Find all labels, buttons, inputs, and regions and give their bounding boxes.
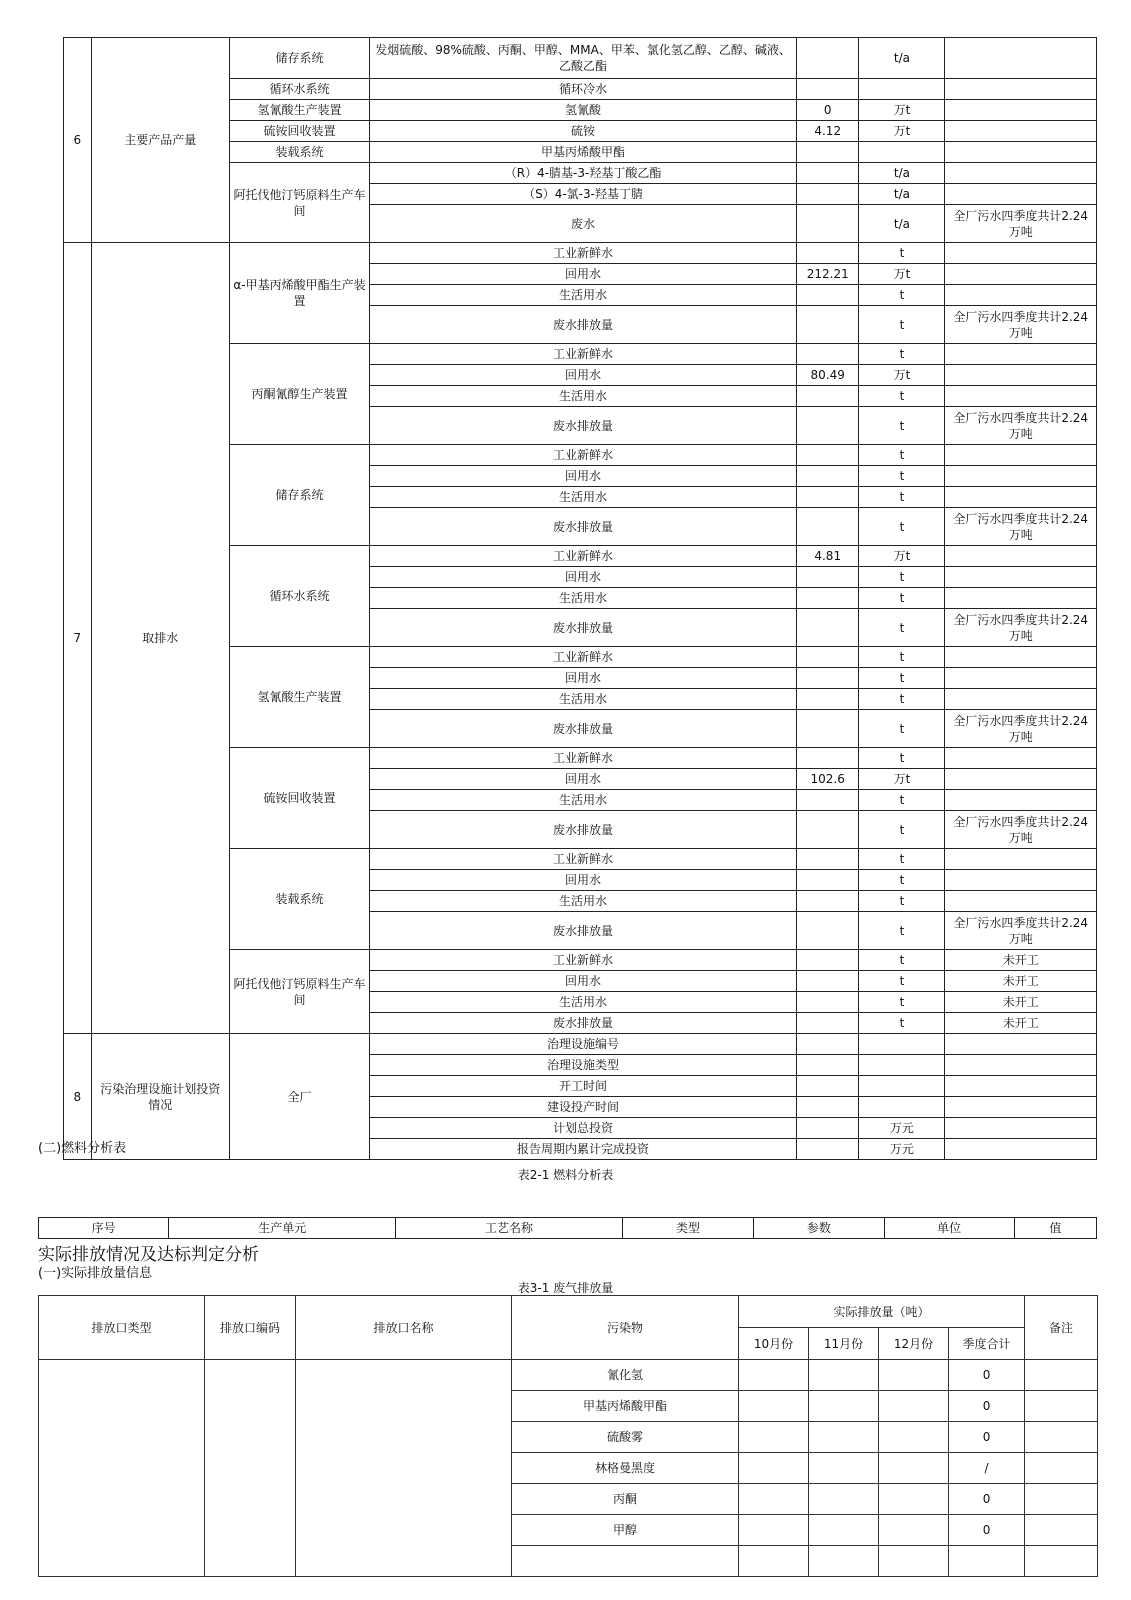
note-cell <box>945 689 1097 710</box>
item-cell: 废水排放量 <box>370 407 797 445</box>
remark-cell <box>1025 1391 1098 1422</box>
section-name: 取排水 <box>91 243 229 1034</box>
item-cell: （S）4-氯-3-羟基丁腈 <box>370 184 797 205</box>
note-cell <box>945 121 1097 142</box>
note-cell: 未开工 <box>945 950 1097 971</box>
table-row <box>64 38 1097 79</box>
month-value-cell <box>809 1422 879 1453</box>
unit-of-measure-cell: t <box>859 243 945 264</box>
unit-of-measure-cell: t <box>859 971 945 992</box>
unit-of-measure-cell: t <box>859 344 945 365</box>
fuel-table-title: 表2-1 燃料分析表 <box>517 1168 614 1182</box>
item-cell: 废水排放量 <box>370 609 797 647</box>
value-cell <box>797 1034 859 1055</box>
value-cell <box>797 1139 859 1160</box>
header-month: 11月份 <box>809 1328 879 1360</box>
fuel-header-cell: 生产单元 <box>169 1218 396 1239</box>
production-unit-cell: 储存系统 <box>229 38 369 79</box>
item-cell: 回用水 <box>370 668 797 689</box>
production-unit-cell: 丙酮氰醇生产装置 <box>229 344 369 445</box>
unit-of-measure-cell: t <box>859 609 945 647</box>
section-number: 6 <box>64 38 92 243</box>
fuel-header-cell: 工艺名称 <box>396 1218 623 1239</box>
month-value-cell <box>809 1546 879 1577</box>
item-cell: 工业新鲜水 <box>370 445 797 466</box>
section-number: 8 <box>64 1034 92 1160</box>
month-value-cell <box>739 1515 809 1546</box>
quarter-total-cell: 0 <box>949 1391 1025 1422</box>
month-value-cell <box>879 1484 949 1515</box>
item-cell: 工业新鲜水 <box>370 344 797 365</box>
item-cell: 工业新鲜水 <box>370 950 797 971</box>
quarter-total-cell: / <box>949 1453 1025 1484</box>
item-cell: 工业新鲜水 <box>370 849 797 870</box>
unit-of-measure-cell: 万t <box>859 546 945 567</box>
value-cell <box>797 950 859 971</box>
header-remark: 备注 <box>1025 1296 1098 1360</box>
emission-row <box>39 1360 1098 1391</box>
production-unit-cell: 全厂 <box>229 1034 369 1160</box>
month-value-cell <box>739 1422 809 1453</box>
outlet-code-cell <box>205 1360 296 1577</box>
value-cell <box>797 1013 859 1034</box>
quarter-total-cell <box>949 1546 1025 1577</box>
unit-of-measure-cell: t <box>859 487 945 508</box>
item-cell: 回用水 <box>370 870 797 891</box>
remark-cell <box>1025 1453 1098 1484</box>
remark-cell <box>1025 1484 1098 1515</box>
pollutant-cell: 氰化氢 <box>512 1360 739 1391</box>
note-cell <box>945 38 1097 79</box>
unit-of-measure-cell <box>859 1076 945 1097</box>
item-cell: 硫铵 <box>370 121 797 142</box>
value-cell: 0 <box>797 100 859 121</box>
note-cell: 未开工 <box>945 992 1097 1013</box>
value-cell <box>797 748 859 769</box>
unit-of-measure-cell: t <box>859 992 945 1013</box>
item-cell: 回用水 <box>370 567 797 588</box>
value-cell <box>797 647 859 668</box>
unit-of-measure-cell: t <box>859 668 945 689</box>
fuel-section-title: (二)燃料分析表 <box>38 1141 127 1156</box>
fuel-header-cell: 单位 <box>884 1218 1014 1239</box>
value-cell <box>797 790 859 811</box>
item-cell: 氢氰酸 <box>370 100 797 121</box>
item-cell: 工业新鲜水 <box>370 647 797 668</box>
unit-of-measure-cell: t <box>859 912 945 950</box>
unit-of-measure-cell <box>859 1097 945 1118</box>
item-cell: 生活用水 <box>370 992 797 1013</box>
value-cell <box>797 163 859 184</box>
unit-of-measure-cell: t <box>859 849 945 870</box>
value-cell <box>797 243 859 264</box>
fuel-analysis-table <box>38 1217 1097 1239</box>
production-unit-cell: α-甲基丙烯酸甲酯生产装置 <box>229 243 369 344</box>
item-cell: 废水排放量 <box>370 912 797 950</box>
production-unit-cell: 循环水系统 <box>229 79 369 100</box>
value-cell <box>797 184 859 205</box>
pollutant-cell <box>512 1546 739 1577</box>
value-cell <box>797 811 859 849</box>
unit-of-measure-cell: 万t <box>859 264 945 285</box>
month-value-cell <box>809 1484 879 1515</box>
item-cell: 生活用水 <box>370 588 797 609</box>
outlet-type-cell <box>39 1360 205 1577</box>
value-cell <box>797 891 859 912</box>
note-cell <box>945 849 1097 870</box>
unit-of-measure-cell: t/a <box>859 38 945 79</box>
item-cell: 甲基丙烯酸甲酯 <box>370 142 797 163</box>
fuel-header-row <box>39 1218 1097 1239</box>
note-cell: 全厂污水四季度共计2.24万吨 <box>945 205 1097 243</box>
value-cell <box>797 487 859 508</box>
unit-of-measure-cell <box>859 1034 945 1055</box>
unit-of-measure-cell: t <box>859 306 945 344</box>
unit-of-measure-cell: 万t <box>859 365 945 386</box>
month-value-cell <box>809 1515 879 1546</box>
note-cell <box>945 1097 1097 1118</box>
month-value-cell <box>809 1453 879 1484</box>
month-value-cell <box>739 1453 809 1484</box>
item-cell: 计划总投资 <box>370 1118 797 1139</box>
fuel-header-cell: 参数 <box>754 1218 884 1239</box>
production-unit-cell: 氢氰酸生产装置 <box>229 647 369 748</box>
unit-of-measure-cell: t/a <box>859 184 945 205</box>
outlet-name-cell <box>296 1360 512 1577</box>
emission-heading: 实际排放情况及达标判定分析 <box>38 1245 259 1265</box>
value-cell <box>797 1055 859 1076</box>
item-cell: 回用水 <box>370 466 797 487</box>
value-cell <box>797 344 859 365</box>
note-cell <box>945 1055 1097 1076</box>
value-cell <box>797 992 859 1013</box>
unit-of-measure-cell <box>859 1055 945 1076</box>
value-cell <box>797 710 859 748</box>
note-cell <box>945 344 1097 365</box>
note-cell: 未开工 <box>945 971 1097 992</box>
production-unit-cell: 储存系统 <box>229 445 369 546</box>
month-value-cell <box>879 1360 949 1391</box>
value-cell <box>797 609 859 647</box>
month-value-cell <box>809 1391 879 1422</box>
item-cell: 生活用水 <box>370 891 797 912</box>
quarter-total-cell: 0 <box>949 1515 1025 1546</box>
note-cell <box>945 870 1097 891</box>
item-cell: 工业新鲜水 <box>370 546 797 567</box>
unit-of-measure-cell: t <box>859 1013 945 1034</box>
note-cell <box>945 1076 1097 1097</box>
note-cell <box>945 386 1097 407</box>
item-cell: 废水排放量 <box>370 710 797 748</box>
section-name: 主要产品产量 <box>91 38 229 243</box>
note-cell <box>945 588 1097 609</box>
note-cell <box>945 567 1097 588</box>
note-cell: 全厂污水四季度共计2.24万吨 <box>945 609 1097 647</box>
item-cell: 废水 <box>370 205 797 243</box>
note-cell <box>945 466 1097 487</box>
value-cell <box>797 1118 859 1139</box>
value-cell <box>797 386 859 407</box>
value-cell <box>797 971 859 992</box>
unit-of-measure-cell: t <box>859 870 945 891</box>
value-cell <box>797 79 859 100</box>
header-pollutant: 污染物 <box>512 1296 739 1360</box>
unit-of-measure-cell: t/a <box>859 163 945 184</box>
value-cell <box>797 870 859 891</box>
item-cell: 废水排放量 <box>370 811 797 849</box>
production-unit-cell: 装载系统 <box>229 142 369 163</box>
month-value-cell <box>879 1391 949 1422</box>
production-unit-cell: 阿托伐他汀钙原料生产车间 <box>229 163 369 243</box>
unit-of-measure-cell: t <box>859 445 945 466</box>
unit-of-measure-cell: t <box>859 811 945 849</box>
item-cell: 工业新鲜水 <box>370 243 797 264</box>
note-cell <box>945 79 1097 100</box>
month-value-cell <box>879 1453 949 1484</box>
value-cell: 212.21 <box>797 264 859 285</box>
item-cell: 回用水 <box>370 769 797 790</box>
note-cell <box>945 546 1097 567</box>
value-cell <box>797 306 859 344</box>
item-cell: 发烟硫酸、98%硫酸、丙酮、甲醇、MMA、甲苯、氯化氢乙醇、乙醇、碱液、乙酸乙酯 <box>370 38 797 79</box>
unit-of-measure-cell: t <box>859 466 945 487</box>
unit-of-measure-cell: t <box>859 891 945 912</box>
value-cell <box>797 567 859 588</box>
remark-cell <box>1025 1422 1098 1453</box>
unit-of-measure-cell: t <box>859 647 945 668</box>
remark-cell <box>1025 1360 1098 1391</box>
emission-sub-heading: (一)实际排放量信息 <box>38 1266 153 1281</box>
unit-of-measure-cell: t <box>859 407 945 445</box>
production-unit-cell: 循环水系统 <box>229 546 369 647</box>
unit-of-measure-cell: 万元 <box>859 1118 945 1139</box>
value-cell <box>797 1097 859 1118</box>
production-unit-cell: 硫铵回收装置 <box>229 121 369 142</box>
value-cell <box>797 285 859 306</box>
table-row <box>64 1034 1097 1055</box>
note-cell <box>945 1139 1097 1160</box>
header-actual-emission: 实际排放量（吨） <box>739 1296 1025 1328</box>
unit-of-measure-cell: 万t <box>859 100 945 121</box>
value-cell <box>797 849 859 870</box>
item-cell: 生活用水 <box>370 285 797 306</box>
value-cell <box>797 407 859 445</box>
pollutant-cell: 甲醇 <box>512 1515 739 1546</box>
quarter-total-cell: 0 <box>949 1422 1025 1453</box>
item-cell: 报告周期内累计完成投资 <box>370 1139 797 1160</box>
unit-of-measure-cell: 万t <box>859 121 945 142</box>
item-cell: 工业新鲜水 <box>370 748 797 769</box>
unit-of-measure-cell: 万t <box>859 769 945 790</box>
remark-cell <box>1025 1546 1098 1577</box>
month-value-cell <box>739 1484 809 1515</box>
section-name: 污染治理设施计划投资情况 <box>91 1034 229 1160</box>
item-cell: （R）4-腈基-3-羟基丁酸乙酯 <box>370 163 797 184</box>
emission-header-row <box>39 1296 1098 1328</box>
value-cell <box>797 445 859 466</box>
pollutant-cell: 林格曼黑度 <box>512 1453 739 1484</box>
value-cell <box>797 1076 859 1097</box>
header-month: 12月份 <box>879 1328 949 1360</box>
unit-of-measure-cell: t <box>859 588 945 609</box>
item-cell: 治理设施类型 <box>370 1055 797 1076</box>
note-cell: 全厂污水四季度共计2.24万吨 <box>945 710 1097 748</box>
month-value-cell <box>879 1422 949 1453</box>
value-cell: 4.81 <box>797 546 859 567</box>
note-cell <box>945 668 1097 689</box>
main-data-table <box>63 37 1097 1160</box>
note-cell <box>945 365 1097 386</box>
note-cell <box>945 647 1097 668</box>
value-cell: 80.49 <box>797 365 859 386</box>
month-value-cell <box>879 1515 949 1546</box>
value-cell <box>797 668 859 689</box>
pollutant-cell: 甲基丙烯酸甲酯 <box>512 1391 739 1422</box>
fuel-header-cell: 序号 <box>39 1218 169 1239</box>
month-value-cell <box>739 1360 809 1391</box>
fuel-header-cell: 值 <box>1014 1218 1096 1239</box>
header-outlet-code: 排放口编码 <box>205 1296 296 1360</box>
production-unit-cell: 装载系统 <box>229 849 369 950</box>
unit-of-measure-cell: t <box>859 689 945 710</box>
exhaust-emission-table <box>38 1295 1098 1577</box>
value-cell <box>797 205 859 243</box>
unit-of-measure-cell: t <box>859 950 945 971</box>
note-cell <box>945 163 1097 184</box>
value-cell <box>797 466 859 487</box>
note-cell <box>945 891 1097 912</box>
production-unit-cell: 阿托伐他汀钙原料生产车间 <box>229 950 369 1034</box>
unit-of-measure-cell <box>859 79 945 100</box>
note-cell <box>945 1034 1097 1055</box>
note-cell <box>945 264 1097 285</box>
value-cell: 102.6 <box>797 769 859 790</box>
item-cell: 循环冷水 <box>370 79 797 100</box>
note-cell <box>945 769 1097 790</box>
item-cell: 开工时间 <box>370 1076 797 1097</box>
production-unit-cell: 氢氰酸生产装置 <box>229 100 369 121</box>
fuel-header-cell: 类型 <box>622 1218 753 1239</box>
value-cell: 4.12 <box>797 121 859 142</box>
quarter-total-cell: 0 <box>949 1484 1025 1515</box>
note-cell <box>945 487 1097 508</box>
note-cell: 未开工 <box>945 1013 1097 1034</box>
pollutant-cell: 丙酮 <box>512 1484 739 1515</box>
note-cell <box>945 285 1097 306</box>
value-cell <box>797 38 859 79</box>
item-cell: 生活用水 <box>370 790 797 811</box>
item-cell: 废水排放量 <box>370 1013 797 1034</box>
item-cell: 生活用水 <box>370 689 797 710</box>
note-cell <box>945 243 1097 264</box>
item-cell: 废水排放量 <box>370 508 797 546</box>
month-value-cell <box>809 1360 879 1391</box>
unit-of-measure-cell: t <box>859 386 945 407</box>
note-cell <box>945 790 1097 811</box>
item-cell: 回用水 <box>370 365 797 386</box>
remark-cell <box>1025 1515 1098 1546</box>
unit-of-measure-cell: t <box>859 790 945 811</box>
note-cell <box>945 1118 1097 1139</box>
unit-of-measure-cell: t <box>859 567 945 588</box>
note-cell <box>945 142 1097 163</box>
item-cell: 废水排放量 <box>370 306 797 344</box>
note-cell: 全厂污水四季度共计2.24万吨 <box>945 912 1097 950</box>
item-cell: 治理设施编号 <box>370 1034 797 1055</box>
unit-of-measure-cell: t/a <box>859 205 945 243</box>
item-cell: 回用水 <box>370 264 797 285</box>
emission-table-title: 表3-1 废气排放量 <box>517 1281 614 1295</box>
item-cell: 建设投产时间 <box>370 1097 797 1118</box>
month-value-cell <box>879 1546 949 1577</box>
note-cell <box>945 748 1097 769</box>
unit-of-measure-cell: t <box>859 710 945 748</box>
value-cell <box>797 142 859 163</box>
unit-of-measure-cell <box>859 142 945 163</box>
unit-of-measure-cell: t <box>859 508 945 546</box>
unit-of-measure-cell: 万元 <box>859 1139 945 1160</box>
note-cell <box>945 445 1097 466</box>
unit-of-measure-cell: t <box>859 748 945 769</box>
note-cell: 全厂污水四季度共计2.24万吨 <box>945 306 1097 344</box>
pollutant-cell: 硫酸雾 <box>512 1422 739 1453</box>
quarter-total-cell: 0 <box>949 1360 1025 1391</box>
item-cell: 生活用水 <box>370 487 797 508</box>
value-cell <box>797 689 859 710</box>
month-value-cell <box>739 1391 809 1422</box>
note-cell <box>945 100 1097 121</box>
header-outlet-name: 排放口名称 <box>296 1296 512 1360</box>
production-unit-cell: 硫铵回收装置 <box>229 748 369 849</box>
value-cell <box>797 508 859 546</box>
note-cell: 全厂污水四季度共计2.24万吨 <box>945 407 1097 445</box>
item-cell: 回用水 <box>370 971 797 992</box>
table-row <box>64 243 1097 264</box>
note-cell: 全厂污水四季度共计2.24万吨 <box>945 508 1097 546</box>
note-cell: 全厂污水四季度共计2.24万吨 <box>945 811 1097 849</box>
unit-of-measure-cell: t <box>859 285 945 306</box>
note-cell <box>945 184 1097 205</box>
value-cell <box>797 912 859 950</box>
header-outlet-type: 排放口类型 <box>39 1296 205 1360</box>
header-month: 10月份 <box>739 1328 809 1360</box>
value-cell <box>797 588 859 609</box>
section-number: 7 <box>64 243 92 1034</box>
header-quarter-total: 季度合计 <box>949 1328 1025 1360</box>
month-value-cell <box>739 1546 809 1577</box>
item-cell: 生活用水 <box>370 386 797 407</box>
